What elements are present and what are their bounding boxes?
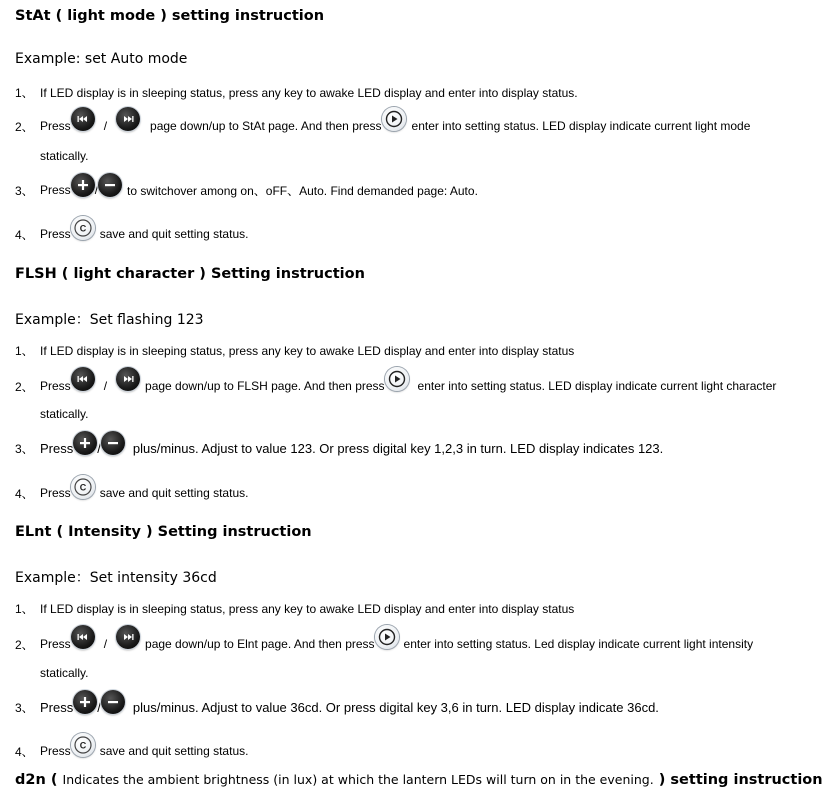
step-number: 2、 [15,379,34,394]
minus-icon [101,690,125,714]
step-text: enter into setting status. LED display indicate current light mode [411,119,751,133]
step-text: If LED display is in sleeping status, press any key to awake LED display and enter into display status [40,601,575,616]
elnt-example: Example：Set intensity 36cd [15,570,217,586]
minus-icon [98,173,122,197]
step-number: 1、 [15,86,34,100]
step-number: 1、 [15,602,34,616]
step-press-label: Press [40,183,71,197]
step-text: to switchover among on、oFF、Auto. Find demanded page: Auto. [127,183,478,198]
elnt-step-3 [15,691,659,723]
step-press-label: Press [40,486,71,500]
plus-icon [73,690,97,714]
step-text: page down/up to Elnt page. And then press [145,637,375,651]
c-icon [71,733,95,757]
flsh-step-2-continuation: statically. [40,407,89,421]
step-number: 2、 [15,119,34,134]
step-number: 2、 [15,637,34,652]
play-icon [375,625,399,649]
minus-icon [101,431,125,455]
step-press-label: Press [40,637,71,651]
step-number: 4、 [15,486,34,501]
step-text: If LED display is in sleeping status, press any key to awake LED display and enter into display status [40,343,575,358]
slash: / [97,440,101,456]
next-icon [116,625,140,649]
plus-icon [73,431,97,455]
flsh-step-2 [15,370,776,402]
prev-icon [71,367,95,391]
stat-step-2 [15,110,750,142]
elnt-step-1 [15,600,574,617]
step-press-label: Press [40,440,74,456]
step-text: plus/minus. Adjust to value 123. Or press digital key 1,2,3 in turn. LED display indicates 123. [132,440,664,456]
stat-step-3 [15,174,478,206]
prev-icon [71,107,95,131]
slash: / [103,637,108,651]
step-text: save and quit setting status. [99,486,249,500]
slash: / [103,119,108,133]
step-number: 3、 [15,700,34,715]
prev-icon [71,625,95,649]
step-number: 3、 [15,441,34,456]
step-press-label: Press [40,744,71,758]
next-icon [116,107,140,131]
flsh-section-title: FLSH ( light character ) Setting instruction [15,266,365,282]
c-icon [71,475,95,499]
step-text: If LED display is in sleeping status, press any key to awake LED display and enter into display status. [40,85,578,100]
step-press-label: Press [40,119,71,133]
next-icon [116,367,140,391]
step-number: 4、 [15,227,34,242]
step-press-label: Press [40,699,74,715]
stat-section-title: StAt ( light mode ) setting instruction [15,8,325,24]
stat-example: Example: set Auto mode [15,51,188,67]
slash: / [94,183,99,197]
step-number: 1、 [15,344,34,358]
stat-step-2-continuation: statically. [40,149,89,163]
step-text: page down/up to StAt page. And then press [150,119,382,133]
flsh-example: Example：Set flashing 123 [15,312,204,328]
step-text: plus/minus. Adjust to value 36cd. Or press digital key 3,6 in turn. LED display indicate 36cd. [132,699,659,715]
flsh-step-4 [15,478,248,508]
flsh-step-3 [15,432,663,464]
elnt-section-title: ELnt ( Intensity ) Setting instruction [15,524,312,540]
flsh-step-1 [15,342,574,359]
c-icon-letter: C [79,740,86,751]
d2n-title-description: Indicates the ambient brightness (in lux) at which the lantern LEDs will turn on in the evening. [62,772,654,787]
step-text: enter into setting status. LED display indicate current light character [417,379,777,393]
step-text: page down/up to FLSH page. And then press [145,379,385,393]
elnt-step-4 [15,736,248,766]
c-icon-letter: C [79,223,86,234]
elnt-step-2 [15,628,753,660]
step-text: save and quit setting status. [99,744,249,758]
play-icon [382,107,406,131]
step-number: 3、 [15,183,34,198]
c-icon [71,216,95,240]
step-text: save and quit setting status. [99,227,249,241]
c-icon-letter: C [79,482,86,493]
d2n-section-title [15,772,823,788]
stat-step-1 [15,84,578,101]
step-press-label: Press [40,379,71,393]
stat-step-4 [15,219,248,249]
plus-icon [71,173,95,197]
step-press-label: Press [40,227,71,241]
d2n-title-start: d2n ( [15,772,58,788]
step-text: enter into setting status. Led display indicate current light intensity [403,637,754,651]
slash: / [97,699,101,715]
slash: / [103,379,108,393]
d2n-title-end: ) setting instruction [658,772,823,788]
step-number: 4、 [15,744,34,759]
elnt-step-2-continuation: statically. [40,666,89,680]
play-icon [385,367,409,391]
